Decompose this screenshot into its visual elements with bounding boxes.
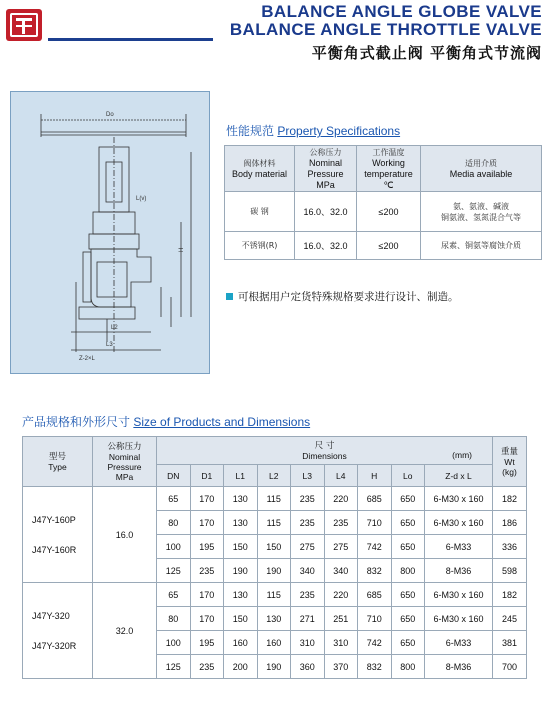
table-cell: 6-M33 bbox=[425, 535, 493, 559]
table-cell: 150 bbox=[224, 535, 258, 559]
body-material-cn: 阀体材料 bbox=[243, 158, 276, 168]
dims-cn: 尺 寸 bbox=[314, 440, 335, 451]
table-cell: 235 bbox=[291, 487, 325, 511]
svg-text:Do: Do bbox=[106, 112, 114, 118]
company-logo bbox=[6, 9, 42, 41]
table-cell: 186 bbox=[493, 511, 527, 535]
table-cell: 195 bbox=[190, 631, 224, 655]
table-cell: 65 bbox=[157, 583, 191, 607]
table-cell: 275 bbox=[291, 535, 325, 559]
size-title-en: Size of Products and Dimensions bbox=[133, 415, 311, 429]
table-cell: 742 bbox=[358, 631, 392, 655]
type-model-1: J47Y-320 bbox=[32, 610, 70, 621]
type-cell bbox=[23, 487, 93, 583]
type-en: Type bbox=[48, 461, 67, 472]
table-cell: 6-M30 x 160 bbox=[425, 487, 493, 511]
col-media bbox=[421, 146, 542, 192]
table-cell: 310 bbox=[291, 631, 325, 655]
temp-cell: ≤200 bbox=[357, 192, 421, 232]
table-cell: 80 bbox=[157, 607, 191, 631]
property-table bbox=[224, 145, 542, 260]
table-cell: 832 bbox=[358, 559, 392, 583]
table-cell: 8-M36 bbox=[425, 559, 493, 583]
wt-unit: (kg) bbox=[502, 466, 517, 477]
table-cell: 742 bbox=[358, 535, 392, 559]
size-pressure-en1: Nominal bbox=[108, 451, 141, 462]
temp-en1: Working bbox=[372, 157, 405, 168]
col-weight bbox=[493, 437, 527, 487]
type-model-1: J47Y-160P bbox=[32, 514, 76, 525]
table-cell: 650 bbox=[391, 631, 425, 655]
property-title-en: Property Specifications bbox=[277, 124, 401, 138]
table-cell: 100 bbox=[157, 535, 191, 559]
nominal-pressure-cell: 16.0 bbox=[93, 487, 157, 583]
svg-text:L2: L2 bbox=[111, 325, 118, 331]
type-cn: 型号 bbox=[48, 451, 66, 462]
col-nominal-pressure bbox=[93, 437, 157, 487]
property-row bbox=[225, 192, 542, 232]
table-cell: 235 bbox=[324, 511, 358, 535]
body-material-en: Body material bbox=[231, 168, 288, 179]
table-cell: 115 bbox=[257, 511, 291, 535]
table-cell: 6-M30 x 160 bbox=[425, 583, 493, 607]
table-cell: 832 bbox=[358, 655, 392, 679]
svg-text:L(v): L(v) bbox=[136, 196, 147, 202]
table-cell: 710 bbox=[358, 607, 392, 631]
material-cell: 碳 钢 bbox=[225, 192, 295, 232]
table-cell: 685 bbox=[358, 583, 392, 607]
header-rule bbox=[48, 38, 213, 41]
title-chinese: 平衡角式截止阀 平衡角式节流阀 bbox=[311, 44, 542, 62]
table-cell: 381 bbox=[493, 631, 527, 655]
col-d1: D1 bbox=[190, 465, 224, 487]
size-table bbox=[22, 436, 527, 679]
table-cell: 130 bbox=[224, 487, 258, 511]
table-cell: 170 bbox=[190, 487, 224, 511]
table-cell: 370 bbox=[324, 655, 358, 679]
table-cell: 220 bbox=[324, 487, 358, 511]
col-type bbox=[23, 437, 93, 487]
col-l3: L3 bbox=[291, 465, 325, 487]
table-row bbox=[23, 583, 527, 607]
col-dn: DN bbox=[157, 465, 191, 487]
pressure-unit: MPa bbox=[316, 179, 335, 190]
size-section-title bbox=[22, 413, 310, 430]
table-cell: 160 bbox=[224, 631, 258, 655]
table-cell: 6-M33 bbox=[425, 631, 493, 655]
table-cell: 6-M30 x 160 bbox=[425, 607, 493, 631]
table-cell: 598 bbox=[493, 559, 527, 583]
table-cell: 125 bbox=[157, 655, 191, 679]
title-line-2: BALANCE ANGLE THROTTLE VALVE bbox=[229, 20, 542, 39]
table-cell: 160 bbox=[257, 631, 291, 655]
table-cell: 115 bbox=[257, 487, 291, 511]
table-cell: 125 bbox=[157, 559, 191, 583]
col-h: H bbox=[358, 465, 392, 487]
table-cell: 100 bbox=[157, 631, 191, 655]
table-cell: 235 bbox=[190, 655, 224, 679]
valve-drawing bbox=[10, 91, 210, 374]
col-lo: Lo bbox=[391, 465, 425, 487]
col-dimensions bbox=[157, 437, 493, 465]
table-cell: 130 bbox=[224, 511, 258, 535]
size-pressure-unit: MPa bbox=[115, 471, 134, 482]
pressure-cn: 公称压力 bbox=[309, 147, 342, 157]
table-cell: 195 bbox=[190, 535, 224, 559]
size-header-row-1 bbox=[23, 437, 527, 465]
table-cell: 710 bbox=[358, 511, 392, 535]
media-cell: 尿素、铜氨等腐蚀介质 bbox=[421, 232, 542, 260]
media-cell bbox=[421, 192, 542, 232]
table-cell: 700 bbox=[493, 655, 527, 679]
property-header-row bbox=[225, 146, 542, 192]
media-line-2: 铜氨液、氢氮混合气等 bbox=[441, 212, 521, 222]
table-cell: 182 bbox=[493, 487, 527, 511]
size-pressure-cn: 公称压力 bbox=[107, 441, 142, 452]
table-cell: 650 bbox=[391, 487, 425, 511]
svg-text:H: H bbox=[179, 247, 185, 252]
col-zdxl: Z-d x L bbox=[425, 465, 493, 487]
table-cell: 340 bbox=[291, 559, 325, 583]
table-cell: 340 bbox=[324, 559, 358, 583]
table-cell: 200 bbox=[224, 655, 258, 679]
material-cell: 不锈钢(R) bbox=[225, 232, 295, 260]
note-text: 可根据用户定货特殊规格要求进行设计、制造。 bbox=[238, 291, 459, 303]
table-cell: 235 bbox=[291, 511, 325, 535]
property-row bbox=[225, 232, 542, 260]
col-body-material bbox=[225, 146, 295, 192]
pressure-en2: Pressure bbox=[307, 168, 344, 179]
table-cell: 275 bbox=[324, 535, 358, 559]
table-cell: 8-M36 bbox=[425, 655, 493, 679]
table-cell: 170 bbox=[190, 583, 224, 607]
table-cell: 170 bbox=[190, 607, 224, 631]
table-cell: 115 bbox=[257, 583, 291, 607]
table-cell: 190 bbox=[257, 559, 291, 583]
table-cell: 245 bbox=[493, 607, 527, 631]
nominal-pressure-cell: 32.0 bbox=[93, 583, 157, 679]
type-model-2: J47Y-320R bbox=[32, 640, 77, 651]
pressure-cell: 16.0、32.0 bbox=[295, 232, 357, 260]
table-cell: 251 bbox=[324, 607, 358, 631]
property-title-cn: 性能规范 bbox=[226, 124, 275, 138]
table-cell: 150 bbox=[224, 607, 258, 631]
table-cell: 182 bbox=[493, 583, 527, 607]
table-cell: 235 bbox=[190, 559, 224, 583]
table-cell: 360 bbox=[291, 655, 325, 679]
table-cell: 800 bbox=[391, 559, 425, 583]
valve-diagram bbox=[11, 92, 211, 375]
col-nominal-pressure bbox=[295, 146, 357, 192]
temp-cn: 工作温度 bbox=[372, 147, 405, 157]
table-cell: 130 bbox=[224, 583, 258, 607]
dims-en: Dimensions bbox=[302, 450, 347, 461]
table-cell: 310 bbox=[324, 631, 358, 655]
media-cn: 适用介质 bbox=[465, 158, 497, 168]
col-l2: L2 bbox=[257, 465, 291, 487]
wt-cn: 重量 bbox=[500, 446, 518, 457]
temp-unit: ℃ bbox=[383, 179, 394, 190]
table-cell: 650 bbox=[391, 511, 425, 535]
size-pressure-en2: Pressure bbox=[107, 461, 142, 472]
table-cell: 650 bbox=[391, 535, 425, 559]
table-cell: 170 bbox=[190, 511, 224, 535]
title-line-1: BALANCE ANGLE GLOBE VALVE bbox=[261, 2, 542, 21]
size-table-body bbox=[23, 487, 527, 679]
table-cell: 80 bbox=[157, 511, 191, 535]
table-cell: 6-M30 x 160 bbox=[425, 511, 493, 535]
bullet-square-icon bbox=[226, 293, 233, 300]
svg-text:L3: L3 bbox=[106, 342, 113, 348]
table-cell: 190 bbox=[257, 655, 291, 679]
temp-en2: temperature bbox=[364, 168, 413, 179]
table-cell: 336 bbox=[493, 535, 527, 559]
table-row bbox=[23, 487, 527, 511]
col-working-temp bbox=[357, 146, 421, 192]
media-en: Media available bbox=[449, 168, 513, 179]
size-title-cn: 产品规格和外形尺寸 bbox=[22, 415, 131, 429]
svg-text:Z-2×L: Z-2×L bbox=[79, 356, 95, 362]
media-line-1: 氨、氨液、碱液 bbox=[453, 201, 509, 211]
table-cell: 650 bbox=[391, 607, 425, 631]
table-cell: 130 bbox=[257, 607, 291, 631]
page-header bbox=[0, 0, 550, 70]
table-cell: 685 bbox=[358, 487, 392, 511]
pressure-cell: 16.0、32.0 bbox=[295, 192, 357, 232]
table-cell: 650 bbox=[391, 583, 425, 607]
table-cell: 190 bbox=[224, 559, 258, 583]
col-l1: L1 bbox=[224, 465, 258, 487]
custom-order-note bbox=[226, 289, 459, 304]
wt-en: Wt bbox=[504, 456, 515, 467]
table-cell: 220 bbox=[324, 583, 358, 607]
pressure-en1: Nominal bbox=[308, 157, 342, 168]
temp-cell: ≤200 bbox=[357, 232, 421, 260]
table-cell: 235 bbox=[291, 583, 325, 607]
table-cell: 271 bbox=[291, 607, 325, 631]
property-section-title bbox=[226, 122, 400, 139]
table-cell: 65 bbox=[157, 487, 191, 511]
type-model-2: J47Y-160R bbox=[32, 544, 77, 555]
dims-unit: (mm) bbox=[452, 450, 472, 460]
table-cell: 150 bbox=[257, 535, 291, 559]
type-cell bbox=[23, 583, 93, 679]
col-l4: L4 bbox=[324, 465, 358, 487]
table-cell: 800 bbox=[391, 655, 425, 679]
